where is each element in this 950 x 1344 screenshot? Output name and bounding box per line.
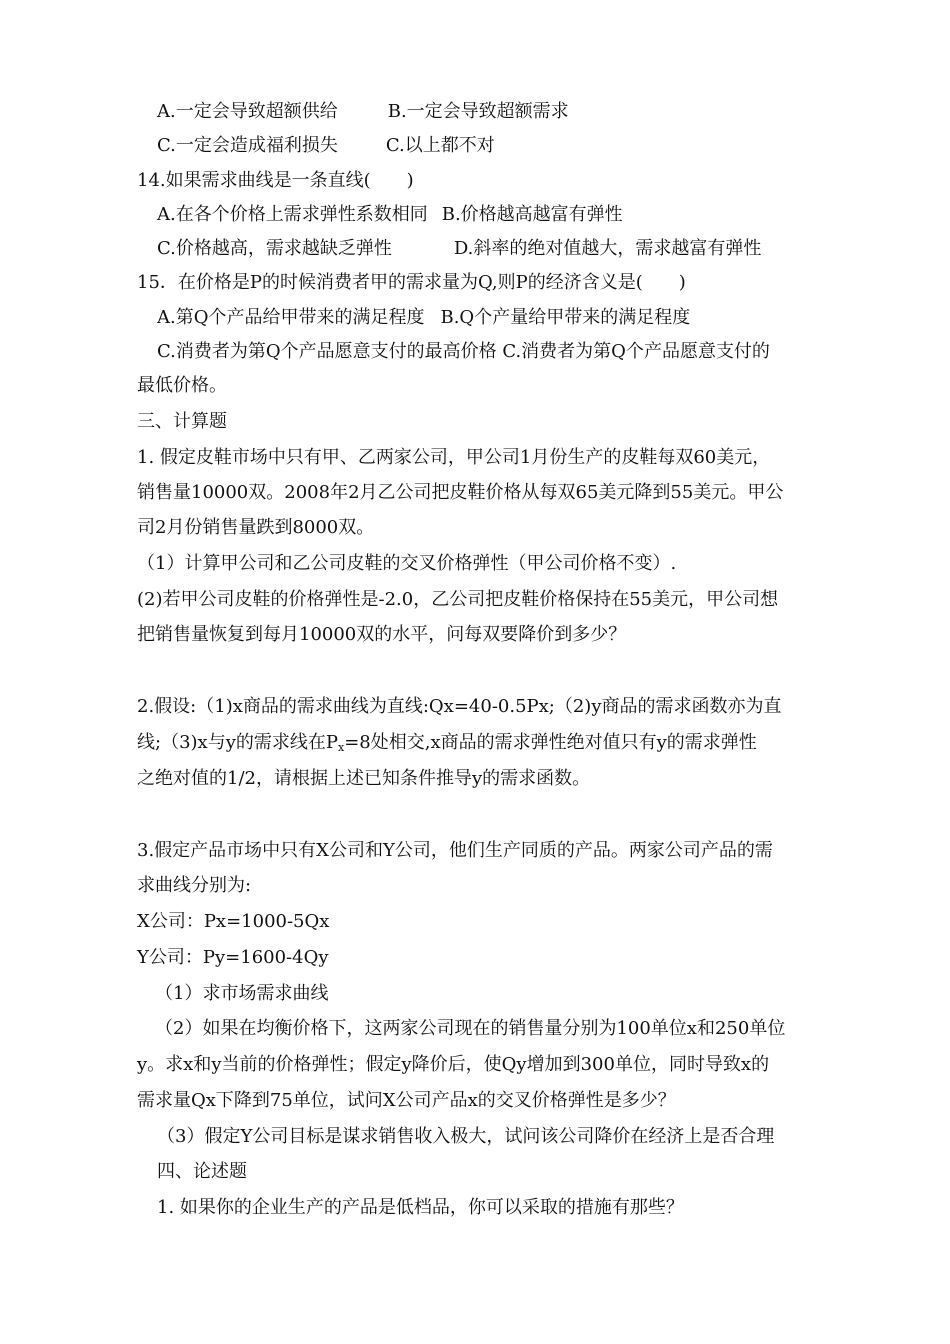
q13-option-b: B.一定会导致超额需求	[387, 101, 569, 122]
q14-stem: 14.如果需求曲线是一条直线( )	[137, 170, 414, 191]
calc-q3-sub2-line1: （2）如果在均衡价格下，这两家公司现在的销售量分别为100单位x和250单位	[155, 1018, 786, 1039]
calc-q3-y-demand: Y公司：Py=1600-4Qy	[137, 947, 329, 968]
q13-options-row1	[157, 100, 569, 124]
q13-options-row2	[157, 134, 495, 158]
essay-q1: 1. 如果你的企业生产的产品是低档品，你可以采取的措施有那些？	[157, 1197, 684, 1218]
q13-option-c: C.一定会造成福利损失	[157, 135, 338, 156]
calc-q3-x-demand: X公司：Px=1000-5Qx	[137, 911, 330, 932]
calc-q1-line1: 1. 假定皮鞋市场中只有甲、乙两家公司，甲公司1月份生产的皮鞋每双60美元，	[137, 447, 771, 468]
q14-option-c: C.价格越高，需求越缺乏弹性	[157, 238, 392, 259]
q14-options-row2	[157, 237, 761, 261]
q15-options-row1	[157, 306, 690, 330]
calc-q1-sub2-line1: (2)若甲公司皮鞋的价格弹性是-2.0，乙公司把皮鞋价格保持在55美元，甲公司想	[137, 589, 779, 610]
subscript-x: x	[337, 741, 345, 754]
q13-option-d: C.以上都不对	[385, 135, 495, 156]
calc-q3-sub1: （1）求市场需求曲线	[155, 983, 329, 1004]
q15-stem: 15．在价格是P的时候消费者甲的需求量为Q,则P的经济含义是( )	[137, 272, 686, 293]
q15-option-c-line1: C.消费者为第Q个产品愿意支付的最高价格 C.消费者为第Q个产品愿意支付的	[157, 341, 770, 362]
calc-q3-line1: 3.假定产品市场中只有X公司和Y公司，他们生产同质的产品。两家公司产品的需	[137, 840, 773, 861]
calc-q3-sub3: （3）假定Y公司目标是谋求销售收入极大，试问该公司降价在经济上是否合理	[157, 1126, 775, 1147]
calc-q3-sub2-line3: 需求量Qx下降到75单位，试问X公司产品x的交叉价格弹性是多少？	[137, 1090, 676, 1111]
section3-heading: 三、计算题	[137, 411, 227, 432]
q13-option-a: A.一定会导致超额供给	[157, 101, 338, 122]
calc-q2-line2-end: =8处相交,x商品的需求弹性绝对值只有y的需求弹性	[344, 732, 757, 753]
calc-q1-sub1: （1）计算甲公司和乙公司皮鞋的交叉价格弹性（甲公司价格不变）.	[137, 553, 677, 574]
section4-heading: 四、论述题	[157, 1161, 247, 1182]
calc-q3-sub2-line2: y。求x和y当前的价格弹性；假定y降价后，使Qy增加到300单位，同时导致x的	[137, 1054, 770, 1075]
q15-option-a: A.第Q个产品给甲带来的满足程度	[157, 307, 425, 328]
calc-q1-sub2-line2: 把销售量恢复到每月10000双的水平，问每双要降价到多少？	[137, 624, 627, 645]
q14-option-d: D.斜率的绝对值越大，需求越富有弹性	[453, 238, 762, 259]
calc-q2-line2	[137, 731, 757, 760]
q14-options-row1	[157, 203, 623, 227]
q15-option-c-line2: 最低价格。	[137, 375, 227, 396]
q14-option-a: A.在各个价格上需求弹性系数相同	[157, 204, 428, 225]
calc-q1-line3: 司2月份销售量跌到8000双。	[137, 517, 375, 538]
calc-q2-line3: 之绝对值的1/2，请根据上述已知条件推导y的需求函数。	[137, 768, 591, 789]
calc-q2-line1: 2.假设:（1)x商品的需求曲线为直线:Qx=40-0.5Px;（2)y商品的需求函数亦为直	[137, 696, 782, 717]
calc-q1-line2: 销售量10000双。2008年2月乙公司把皮鞋价格从每双65美元降到55美元。甲公	[137, 482, 784, 503]
q15-option-b: B.Q个产量给甲带来的满足程度	[440, 307, 691, 328]
calc-q3-line2: 求曲线分别为:	[137, 875, 252, 896]
calc-q2-line2-start: 线;（3)x与y的需求线在P	[137, 732, 338, 753]
q14-option-b: B.价格越高越富有弹性	[441, 204, 623, 225]
